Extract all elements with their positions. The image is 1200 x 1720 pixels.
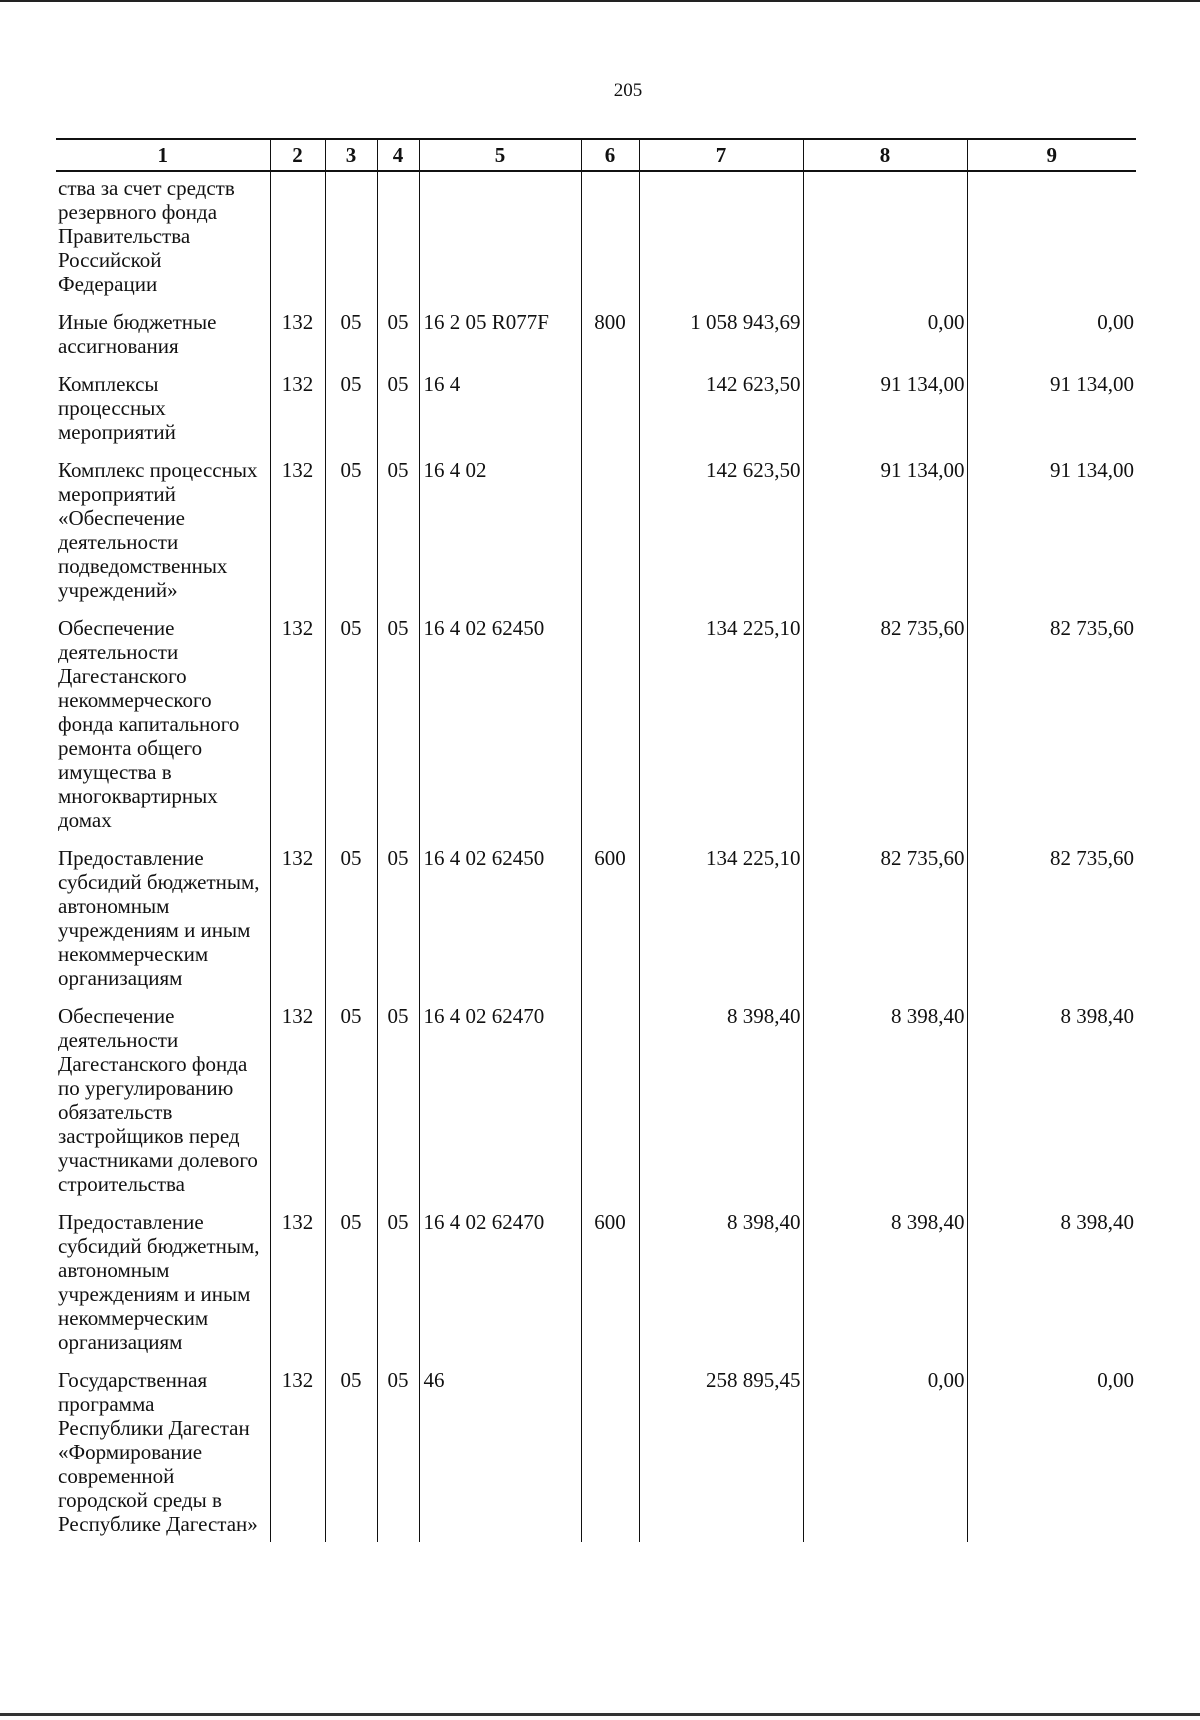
- table-row: [56, 1196, 1136, 1354]
- cell-col-8: 82 735,60: [803, 602, 967, 832]
- table-row: [56, 602, 1136, 832]
- cell-col-8: [803, 171, 967, 296]
- cell-col-8: 0,00: [803, 296, 967, 358]
- cell-col-9: 91 134,00: [967, 444, 1136, 602]
- cell-col-7: 142 623,50: [639, 358, 803, 444]
- cell-col-2: 132: [270, 358, 325, 444]
- cell-col-8: 8 398,40: [803, 990, 967, 1196]
- cell-col-3: 05: [325, 358, 377, 444]
- cell-col-4: 05: [377, 444, 419, 602]
- cell-col-3: 05: [325, 1354, 377, 1542]
- cell-col-7: 134 225,10: [639, 832, 803, 990]
- cell-col-9: 8 398,40: [967, 1196, 1136, 1354]
- cell-col-5: [419, 171, 581, 296]
- cell-col-9: 82 735,60: [967, 832, 1136, 990]
- cell-col-4: 05: [377, 832, 419, 990]
- header-col-6: 6: [581, 139, 639, 171]
- row-name: Государственная программа Республики Дагестан «Формирование современной городской среды в Республике Дагестан»: [58, 1368, 258, 1536]
- cell-col-6: [581, 444, 639, 602]
- cell-col-3: 05: [325, 1196, 377, 1354]
- table-row: [56, 832, 1136, 990]
- header-col-4: 4: [377, 139, 419, 171]
- cell-col-5: 16 4 02 62450: [419, 832, 581, 990]
- row-name: Обеспечение деятельности Дагестанского некоммерческого фонда капитального ремонта общего имущества в многоквартирных домах: [58, 616, 240, 832]
- cell-col-5: 16 4 02 62470: [419, 1196, 581, 1354]
- cell-col-4: 05: [377, 990, 419, 1196]
- cell-col-9: 0,00: [967, 1354, 1136, 1542]
- cell-col-2: 132: [270, 990, 325, 1196]
- row-name: Иные бюджетные ассигнования: [58, 310, 217, 358]
- cell-col-3: [325, 171, 377, 296]
- cell-col-6: [581, 171, 639, 296]
- row-name: Предоставление субсидий бюджетным, автономным учреждениям и иным некоммерческим организациям: [58, 846, 260, 990]
- cell-col-9: 82 735,60: [967, 602, 1136, 832]
- cell-col-9: 0,00: [967, 296, 1136, 358]
- cell-col-2: 132: [270, 602, 325, 832]
- cell-col-2: [270, 171, 325, 296]
- cell-col-7: 258 895,45: [639, 1354, 803, 1542]
- header-col-3: 3: [325, 139, 377, 171]
- cell-col-4: 05: [377, 358, 419, 444]
- cell-col-6: 600: [581, 1196, 639, 1354]
- cell-col-8: 82 735,60: [803, 832, 967, 990]
- cell-col-7: 1 058 943,69: [639, 296, 803, 358]
- row-name: Предоставление субсидий бюджетным, автономным учреждениям и иным некоммерческим организациям: [58, 1210, 260, 1354]
- table-row: [56, 358, 1136, 444]
- page-number: 205: [613, 80, 643, 101]
- cell-col-7: 8 398,40: [639, 1196, 803, 1354]
- cell-col-4: 05: [377, 296, 419, 358]
- header-col-8: 8: [803, 139, 967, 171]
- cell-col-3: 05: [325, 832, 377, 990]
- cell-col-8: 91 134,00: [803, 358, 967, 444]
- cell-col-5: 16 4 02: [419, 444, 581, 602]
- table-row: [56, 1354, 1136, 1542]
- cell-col-6: [581, 990, 639, 1196]
- cell-col-6: 800: [581, 296, 639, 358]
- cell-col-7: 8 398,40: [639, 990, 803, 1196]
- cell-col-7: 134 225,10: [639, 602, 803, 832]
- cell-col-4: 05: [377, 1354, 419, 1542]
- cell-col-3: 05: [325, 990, 377, 1196]
- row-name: Обеспечение деятельности Дагестанского фонда по урегулированию обязательств застройщиков перед участниками долевого строительства: [58, 1004, 258, 1196]
- header-col-9: 9: [967, 139, 1136, 171]
- header-col-7: 7: [639, 139, 803, 171]
- cell-col-9: [967, 171, 1136, 296]
- cell-col-5: 16 4: [419, 358, 581, 444]
- top-rule: [0, 0, 1200, 2]
- cell-col-5: 16 4 02 62470: [419, 990, 581, 1196]
- cell-col-9: 91 134,00: [967, 358, 1136, 444]
- cell-col-5: 46: [419, 1354, 581, 1542]
- header-col-1: 1: [56, 139, 270, 171]
- cell-col-8: 91 134,00: [803, 444, 967, 602]
- row-name: Комплексы процессных мероприятий: [58, 372, 176, 444]
- table-row: [56, 444, 1136, 602]
- cell-col-2: 132: [270, 444, 325, 602]
- bottom-rule: [0, 1713, 1200, 1716]
- cell-col-3: 05: [325, 602, 377, 832]
- cell-col-2: 132: [270, 1196, 325, 1354]
- row-name: Комплекс процессных мероприятий «Обеспечение деятельности подведомственных учреждений»: [58, 458, 258, 602]
- cell-col-9: 8 398,40: [967, 990, 1136, 1196]
- cell-col-3: 05: [325, 444, 377, 602]
- cell-col-4: [377, 171, 419, 296]
- table-header: [56, 139, 1136, 171]
- cell-col-4: 05: [377, 1196, 419, 1354]
- cell-col-6: [581, 358, 639, 444]
- header-col-5: 5: [419, 139, 581, 171]
- cell-col-7: [639, 171, 803, 296]
- table-row: [56, 296, 1136, 358]
- header-row: [56, 139, 1136, 171]
- table-row: [56, 171, 1136, 296]
- cell-col-8: 0,00: [803, 1354, 967, 1542]
- cell-col-2: 132: [270, 832, 325, 990]
- table-body: [56, 171, 1136, 1542]
- cell-col-2: 132: [270, 1354, 325, 1542]
- cell-col-3: 05: [325, 296, 377, 358]
- cell-col-5: 16 2 05 R077F: [419, 296, 581, 358]
- cell-col-6: 600: [581, 832, 639, 990]
- row-name: ства за счет средств резервного фонда Правительства Российской Федерации: [58, 176, 235, 296]
- cell-col-2: 132: [270, 296, 325, 358]
- budget-table: [56, 138, 1136, 1542]
- cell-col-8: 8 398,40: [803, 1196, 967, 1354]
- cell-col-7: 142 623,50: [639, 444, 803, 602]
- table-row: [56, 990, 1136, 1196]
- cell-col-4: 05: [377, 602, 419, 832]
- cell-col-6: [581, 1354, 639, 1542]
- cell-col-6: [581, 602, 639, 832]
- cell-col-5: 16 4 02 62450: [419, 602, 581, 832]
- header-col-2: 2: [270, 139, 325, 171]
